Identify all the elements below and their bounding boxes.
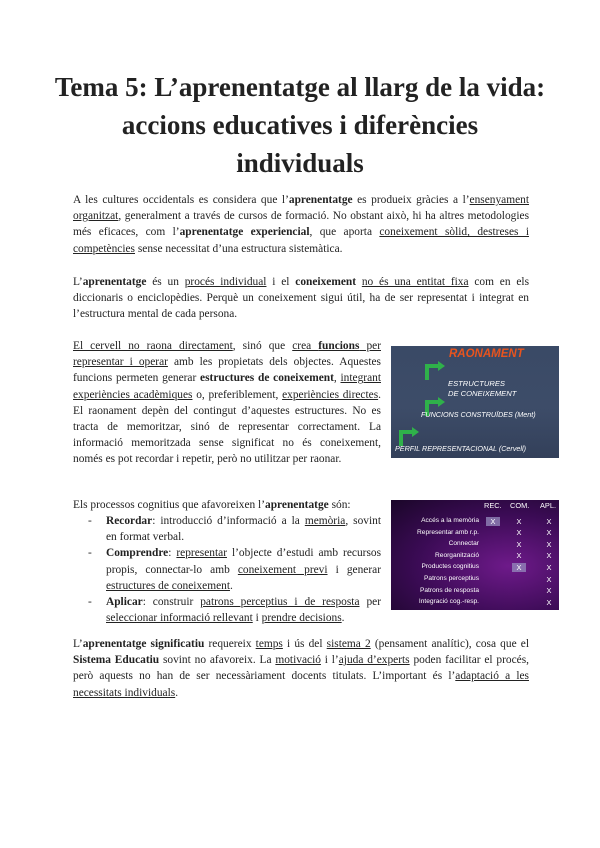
list-item — [73, 545, 381, 594]
bold-term: aprenentatge — [82, 276, 147, 288]
structures-label-line-1: ESTRUCTURES — [448, 379, 505, 388]
bold-term: aprenentatge significatiu — [82, 638, 205, 650]
text-run: , que aporta — [309, 226, 380, 239]
text-run: : introducció d’informació a la — [152, 515, 305, 527]
text-run: . — [229, 579, 233, 592]
text-run: i generar — [327, 563, 381, 576]
text-run: : — [168, 547, 177, 560]
column-header: REC. — [484, 501, 502, 510]
title-line-2: accions educatives i diferències — [121, 110, 479, 140]
table-mark: X — [546, 562, 552, 572]
bold-term: Sistema Educatiu — [73, 654, 160, 667]
text-run: i el — [266, 276, 296, 288]
underlined-term: coneixement previ — [237, 563, 328, 576]
bold-term: Comprendre — [106, 547, 169, 560]
underlined-term: coneixement sòlid, destreses i competències — [73, 226, 529, 255]
bold-term: coneixement — [295, 276, 357, 288]
underlined-term: patrons perceptius i de resposta — [200, 596, 360, 609]
table-mark: X — [516, 516, 522, 526]
underlined-term: experiències directes — [282, 388, 379, 401]
table-mark: X — [546, 539, 552, 549]
cognitive-processes-table-figure — [391, 500, 559, 610]
underlined-term: crea — [292, 340, 319, 352]
table-mark: X — [546, 516, 552, 526]
column-header: APL. — [540, 501, 557, 510]
text-run: , — [333, 372, 341, 385]
underlined-term: prendre decisions — [261, 612, 342, 625]
text-run: L’ — [73, 638, 83, 650]
underlined-term: per representar i operar — [73, 340, 381, 369]
text-run: són: — [328, 499, 351, 511]
row-label: Patrons perceptius — [424, 575, 479, 582]
text-run: i ús del — [282, 638, 327, 650]
bold-term: Recordar — [106, 515, 153, 527]
bold-term: aprenentatge — [288, 194, 353, 206]
profile-label: PERFIL REPRESENTACIONAL (Cervell) — [395, 444, 527, 453]
underlined-term: El cervell no raona directament — [73, 340, 233, 352]
reasoning-hierarchy-figure — [391, 346, 559, 458]
table-mark: X — [546, 574, 552, 584]
hierarchy-arrows-graphic — [391, 346, 559, 458]
table-mark: X — [546, 551, 552, 561]
row-label: Productes cognitius — [421, 563, 479, 571]
text-run: requereix — [204, 638, 256, 650]
text-run: . — [175, 686, 179, 699]
structures-label-line-2: DE CONEIXEMENT — [448, 389, 517, 398]
text-run: A les cultures occidentals es considera que l’ — [73, 194, 289, 206]
underlined-term: memòria — [304, 515, 346, 527]
underlined-term: ajuda d’experts — [338, 654, 410, 667]
text-run: per — [359, 596, 381, 609]
bold-term: estructures de coneixement — [200, 372, 334, 385]
arrow-structures-to-reasoning — [427, 366, 438, 380]
bold-term: Aplicar — [106, 596, 143, 609]
table-mark: X — [512, 563, 526, 572]
text-run: Els processos cognitius que afavoreixen l’ — [73, 499, 266, 511]
text-run: o, preferiblement, — [192, 388, 283, 401]
cognitive-processes-list — [73, 513, 381, 626]
functions-label: FUNCIONS CONSTRUÏDES (Ment) — [421, 410, 536, 419]
table-mark: X — [546, 586, 552, 596]
underlined-term: integrant experiències acadèmiques — [73, 372, 381, 401]
text-run: . El raonament depèn del contingut d’aquestes estructures. No es tracta de memoritzar, sinó de representar correctament. La informació memoritzada sense significat no és coneixement, només es pot recordar i repetir, però no utilitzar per raonar. — [73, 388, 381, 466]
text-run: l’objecte d’estudi amb recursos propis, connectar-lo amb — [106, 547, 382, 576]
underlined-term: funcions — [318, 340, 360, 352]
text-run: amb les propietats dels objectes. Aquestes funcions permeten generar — [73, 356, 381, 385]
arrow-head-3 — [412, 427, 419, 437]
underlined-term: adaptació a les necessitats individuals — [73, 670, 529, 699]
list-item — [73, 594, 381, 626]
list-item — [73, 513, 381, 545]
arrow-head-2 — [438, 361, 445, 371]
underlined-term: seleccionar informació rellevant — [106, 612, 253, 625]
text-run: (pensament analític), cosa que el — [370, 638, 529, 650]
underlined-term: representar — [176, 547, 227, 560]
row-label: Patrons de resposta — [419, 586, 479, 594]
underlined-term: motivació — [275, 654, 321, 667]
underlined-term: ensenyament organitzat — [73, 194, 530, 223]
underlined-term: no és una entitat fixa — [361, 276, 469, 288]
paragraph-meaningful-learning — [73, 636, 529, 701]
underlined-term: procés individual — [184, 276, 267, 288]
text-run: es produeix gràcies a l’ — [352, 194, 470, 206]
column-header: COM. — [510, 501, 530, 510]
table-mark: X — [516, 551, 522, 561]
arrow-head-1 — [438, 397, 445, 407]
text-run: , generalment a través de cursos de formació. No obstant això, hi ha altres metodologies més eficaces, com l’ — [73, 210, 529, 239]
title-line-1: Tema 5: L’aprenentatge al llarg de la vida: — [54, 72, 546, 102]
text-run: i l’ — [320, 654, 339, 667]
bold-term: aprenentatge experiencial — [179, 226, 310, 239]
underlined-term: temps — [255, 638, 283, 650]
paragraph-brain-functions — [73, 338, 381, 468]
table-mark: X — [516, 539, 522, 549]
bold-term: aprenentatge — [265, 499, 329, 511]
title-line-3: individuals — [236, 148, 364, 178]
row-label: Reorganització — [435, 551, 479, 559]
text-run: , sovint en format verbal. — [106, 515, 381, 544]
table-mark: X — [516, 528, 522, 538]
text-run: L’ — [73, 276, 83, 288]
text-run: sense necessitat d’una estructura sistemàtica. — [135, 242, 343, 255]
row-label: Connectar — [448, 540, 479, 548]
text-run: , sinó que — [232, 340, 293, 352]
page-title — [40, 68, 560, 182]
text-run: : construir — [142, 596, 201, 609]
text-run: com en els diccionaris o enciclopèdies. Perquè un coneixement sigui útil, ha de ser representat i integrat en l’estructura mental de cada persona. — [73, 276, 529, 321]
row-label: Accés a la memòria — [421, 517, 479, 524]
row-label: Representar amb r.p. — [417, 528, 479, 536]
list-bullet: - — [88, 547, 92, 560]
table-mark: X — [546, 597, 552, 607]
underlined-term: sistema 2 — [326, 638, 371, 650]
text-run: sovint no afavoreix. La — [159, 654, 276, 667]
paragraph-individual-process — [73, 274, 529, 323]
text-run: . — [341, 612, 345, 625]
text-run: poden facilitar el procés, però aquests no han de ser necessàriament docents titulats. L’important és l’ — [73, 654, 529, 683]
list-bullet: - — [88, 596, 92, 609]
table-mark: X — [486, 517, 500, 526]
reasoning-label: RAONAMENT — [449, 348, 524, 360]
paragraph-intro — [73, 192, 529, 257]
underlined-term: estructures de coneixement — [106, 579, 230, 592]
table-mark: X — [546, 528, 552, 538]
text-run: és un — [146, 276, 185, 288]
list-bullet: - — [88, 515, 92, 527]
row-label: Integració cog.-resp. — [418, 598, 479, 606]
text-run: i — [252, 612, 262, 625]
